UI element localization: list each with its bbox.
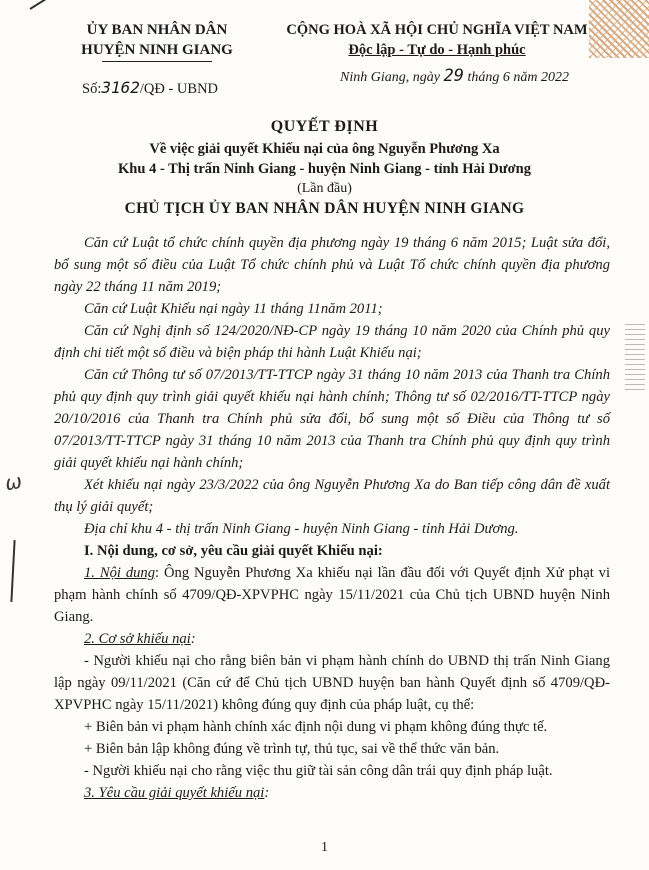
basis-6: Địa chỉ khu 4 - thị trấn Ninh Giang - huyện Ninh Giang - tỉnh Hải Dương.	[84, 521, 519, 537]
item-3-colon: :	[264, 785, 270, 801]
authority-heading: CHỦ TỊCH ỦY BAN NHÂN DÂN HUYỆN NINH GIANG	[124, 200, 525, 217]
item-1-text: : Ông Nguyễn Phương Xa khiếu nại lần đầu đối với Quyết định Xử phạt vi phạm hành chính số 4709/QĐ-XPVPHC ngày 15/11/2021 của Chủ tịch UBND huyện Ninh Giang.	[54, 565, 610, 625]
item-2-paragraph-2: + Biên bản vi phạm hành chính xác định nội dung vi phạm không đúng thực tế.	[84, 719, 548, 735]
binding-edge-marks	[625, 320, 645, 390]
date-suffix: tháng 6 năm 2022	[467, 70, 569, 85]
basis-3: Căn cứ Nghị định số 124/2020/NĐ-CP ngày 19 tháng 10 năm 2020 của Chính phủ quy định chi tiết một số điều và biện pháp thi hành Luật Khiếu nại;	[54, 323, 610, 361]
item-2-paragraph-4: - Người khiếu nại cho rằng việc thu giữ tài sản công dân trái quy định pháp luật.	[84, 763, 553, 779]
item-2-paragraph-1: - Người khiếu nại cho rằng biên bản vi phạm hành chính do UBND thị trấn Ninh Giang lập ngày 09/11/2021 (Căn cứ để Chủ tịch UBND huyện ban hành Quyết định số 4709/QĐ-XPVPHC ngày 15/11/2021) không đúng quy định của pháp luật, cụ thể:	[54, 653, 610, 713]
handwritten-mark	[29, 0, 59, 10]
agency-line2: HUYỆN NINH GIANG	[81, 42, 233, 58]
issuing-agency	[62, 20, 252, 62]
item-3-label: 3. Yêu cầu giải quyết khiếu nại	[84, 785, 265, 801]
section-1-item-1	[54, 562, 610, 628]
section-1-item-3	[54, 782, 610, 804]
document-number	[82, 78, 218, 98]
doc-number-handwritten: 3162	[101, 78, 140, 97]
document-title: QUYẾT ĐỊNH	[270, 118, 379, 135]
margin-mark	[10, 540, 15, 602]
subtitle-line3: (Lần đầu)	[297, 181, 352, 196]
item-1-label: 1. Nội dung	[84, 565, 156, 581]
date-line	[340, 66, 569, 86]
document-body	[54, 232, 610, 804]
item-2-label: 2. Cơ sở khiếu nại	[84, 631, 191, 647]
date-prefix: Ninh Giang, ngày	[340, 70, 440, 85]
doc-number-prefix: Số:	[82, 81, 102, 97]
section-1-heading: I. Nội dung, cơ sở, yêu cầu giải quyết Khiếu nại:	[84, 543, 383, 559]
subtitle-line1: Về việc giải quyết Khiếu nại của ông Nguyễn Phương Xa	[149, 141, 500, 157]
basis-5: Xét khiếu nại ngày 23/3/2022 của ông Nguyễn Phương Xa do Ban tiếp công dân đề xuất thụ lý giải quyết;	[54, 477, 610, 515]
basis-4: Căn cứ Thông tư số 07/2013/TT-TTCP ngày 31 tháng 10 năm 2013 của Thanh tra Chính phủ quy định quy trình giải quyết khiếu nại hành chính; Thông tư số 02/2016/TT-TTCP ngày 20/10/2016 của Thanh tra Chính phủ sửa đổi, bổ sung một số Điều của Thông tư số 07/2013/TT-TTCP ngày 31 tháng 10 năm 2013 của Thanh tra Chính phủ quy định quy trình giải quyết khiếu nại hành chính;	[54, 367, 610, 471]
agency-underline	[102, 61, 212, 62]
basis-2: Căn cứ Luật Khiếu nại ngày 11 tháng 11năm 2011;	[84, 301, 383, 317]
margin-handwriting: ω	[3, 468, 24, 496]
item-2-paragraph-3: + Biên bản lập không đúng về trình tự, thủ tục, sai về thể thức văn bản.	[84, 741, 500, 757]
agency-line1: ỦY BAN NHÂN DÂN	[86, 22, 228, 38]
page-number: 1	[321, 840, 328, 855]
section-1-item-2	[54, 628, 610, 650]
subtitle-line2: Khu 4 - Thị trấn Ninh Giang - huyện Ninh Giang - tỉnh Hải Dương	[118, 161, 531, 177]
doc-number-suffix: /QĐ - UBND	[139, 81, 219, 97]
national-heading	[252, 20, 622, 60]
motto-line: Độc lập - Tự do - Hạnh phúc	[348, 42, 526, 58]
basis-1: Căn cứ Luật tổ chức chính quyền địa phương ngày 19 tháng 6 năm 2015; Luật sửa đổi, bổ sung một số điều của Luật Tổ chức chính phủ và Luật Tổ chức chính quyền địa phương ngày 22 tháng 11 năm 2019;	[54, 235, 610, 295]
nation-line1: CỘNG HOÀ XÃ HỘI CHỦ NGHĨA VIỆT NAM	[286, 22, 588, 38]
item-2-colon: :	[190, 631, 196, 647]
date-day-handwritten: 29	[443, 66, 464, 86]
